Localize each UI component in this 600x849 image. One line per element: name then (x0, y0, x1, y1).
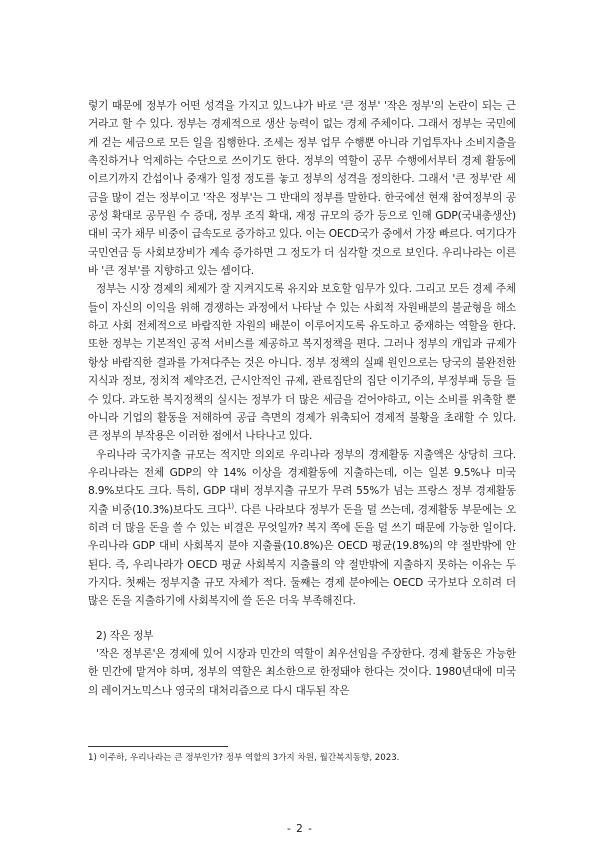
paragraph-3-text-b: . 다른 나라보다 정부가 돈을 덜 쓰는데, 경제활동 부문에는 오히려 더 많을 돈을 쓸 수 있는 비결은 무엇일까? 복지 쪽에 돈을 덜 쓰기 때문에 가능한 일이다. 우리나라 GDP 대비 사회복지 분야 지출률(10.8%)은 OECD 평균(19.8%)의 약 절반밖에 안 된다. 즉, 우리나라가 OECD 평균 사회복지 지출률의 약 절반밖에 지출하지 못하는 이유는 두 가지다. 첫째는 정부지출 규모 자체가 적다. 둘째는 경제 분야에는 OECD 국가보다 오히려 더 많은 돈을 지출하기에 사회복지에 쓸 돈은 더욱 부족해진다. (88, 503, 516, 608)
page-number: - 2 - (287, 823, 313, 835)
paragraph-3 (88, 446, 516, 611)
paragraph-3-text-a: 우리나라 국가지출 규모는 적지만 의외로 우리나라 정부의 경제활동 지출액은 상당히 크다. 우리나라는 전체 GDP의 약 14% 이상을 경제활동에 지출하는데, 이는 일본 9.5%나 미국 8.9%보다도 크다. 특히, GDP 대비 정부지출 규모가 무려 55%가 넘는 프랑스 정부 경제활동 지출 비중(10.3%)보다도 크다 (88, 448, 516, 516)
paragraph-4: '작은 정부론'은 경제에 있어 시장과 민간의 역할이 최우선임을 주장한다. 경제 활동은 가능한 한 민간에 맡겨야 하며, 정부의 역할은 최소한으로 한정돼야 한다는 것이다. 1980년대에 미국의 레이거노믹스나 영국의 대처리즘으로 다시 대두된 작은 (88, 647, 516, 697)
footnote-divider (88, 746, 228, 747)
footnote-reference[interactable]: 1) (227, 502, 234, 511)
paragraph-1: 렇기 때문에 정부가 어떤 성격을 가지고 있느냐가 바로 '큰 정부' '작은 정부'의 논란이 되는 근거라고 할 수 있다. 정부는 경제적으로 생산 능력이 없는 경제 주체이다. 그래서 정부는 국민에게 걷는 세금으로 모든 일을 집행한다. 조세는 정부 업무 수행뿐 아니라 기업투자나 소비지출을 촉진하거나 억제하는 수단으로 쓰이기도 한다. 정부의 역할이 공무 수행에서부터 경제 활동에 이르기까지 간섭이나 중재가 일정 정도를 놓고 정부의 성격을 정의한다. 그래서 '큰 정부'란 세금을 많이 걷는 정부이고 '작은 정부'는 그 반대의 정부를 말한다. 한국에선 현재 참여정부의 공공성 확대로 공무원 수 증대, 정부 조직 확대, 재정 규모의 증가 등으로 인해 GDP(국내총생산) 대비 국가 채무 비중이 급속도로 증가하고 있다. 이는 OECD국가 중에서 가장 빠르다. 여기다가 국민연금 등 사회보장비가 계속 증가하면 그 정도가 더 심각할 것으로 보인다. 우리나라는 이른바 '큰 정부'를 지향하고 있는 셈이다. (88, 100, 516, 278)
body-text (88, 97, 516, 700)
paragraph-2: 정부는 시장 경제의 체제가 잘 지켜지도록 유지와 보호할 임무가 있다. 그리고 모든 경제 주체들이 자신의 이익을 위해 경쟁하는 과정에서 나타날 수 있는 사회적 자원배분의 불균형을 해소하고 사회 전체적으로 바람직한 자원의 배분이 이루어지도록 유도하고 중재하는 역할을 한다. 또한 정부는 기본적인 공적 서비스를 제공하고 복지정책을 편다. 그러나 정부의 개입과 규제가 항상 바람직한 결과를 가져다주는 것은 아니다. 정부 정책의 실패 원인으로는 당국의 불완전한 지식과 정보, 정치적 제약조건, 근시안적인 규제, 관료집단의 집단 이기주의, 부정부패 등을 들 수 있다. 과도한 복지정책의 실시는 정부가 더 많은 세금을 걷어야하고, 이는 소비를 위축할 뿐 아니라 기업의 활동을 저해하여 공급 측면의 경제가 위축되어 경제적 불황을 초래할 수 있다. 큰 정부의 부작용은 이러한 점에서 나타나고 있다. (88, 283, 516, 443)
footnote: 1) 이주하, 우리나라는 큰 정부인가? 정부 역할의 3가지 차원, 월간복지동향, 2023. (88, 753, 400, 763)
section-heading: 2) 작은 정부 (96, 629, 154, 642)
